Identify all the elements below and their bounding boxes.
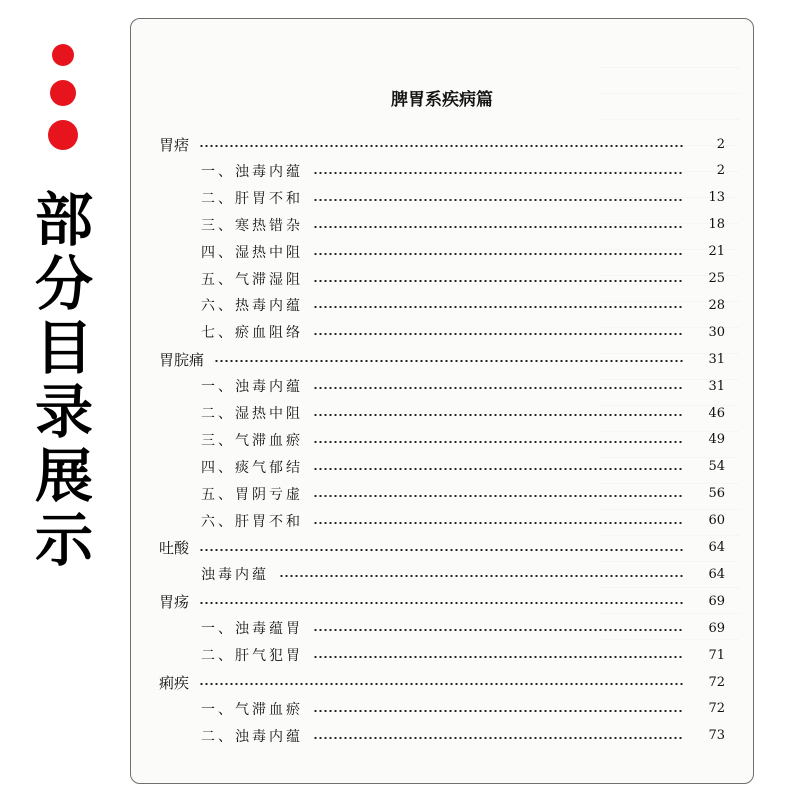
toc-chapter-row — [131, 669, 753, 695]
toc-chapter-row — [131, 535, 753, 561]
toc-entry-label: 四、痰气郁结 — [201, 459, 303, 476]
toc-entry-label: 六、肝胃不和 — [201, 513, 303, 530]
toc-entry-row — [131, 239, 753, 265]
dot-leader — [313, 414, 683, 416]
dot-leader — [214, 360, 683, 362]
toc-page-number: 28 — [708, 297, 725, 313]
toc-entry-label: 胃脘痛 — [159, 350, 205, 369]
vertical-banner-title — [22, 188, 106, 572]
toc-entry-row — [131, 319, 753, 345]
banner-char: 示 — [34, 506, 93, 574]
toc-page-number: 69 — [708, 620, 725, 636]
dot-leader — [313, 495, 683, 497]
dot-leader — [313, 199, 683, 201]
toc-page-number: 69 — [708, 593, 725, 609]
red-dot-icon — [48, 120, 78, 150]
banner-char: 部 — [34, 186, 93, 254]
toc-page-number: 31 — [708, 351, 725, 367]
toc-entry-label: 胃疡 — [159, 592, 190, 611]
toc-page-number: 2 — [716, 163, 725, 179]
toc-chapter-row — [131, 346, 753, 372]
toc-entry-row — [131, 723, 753, 749]
toc-heading: 脾胃系疾病篇 — [391, 90, 493, 110]
toc-page-number: 60 — [708, 513, 725, 529]
toc-page-number: 72 — [708, 674, 725, 690]
toc-entry-row — [131, 158, 753, 184]
dot-leader — [313, 441, 683, 443]
toc-entry-label: 四、湿热中阻 — [201, 244, 303, 261]
toc-page-number: 54 — [708, 459, 725, 475]
dot-leader — [279, 575, 683, 577]
dot-leader — [313, 172, 683, 174]
toc-entry-row — [131, 185, 753, 211]
toc-entry-label: 二、浊毒内蕴 — [201, 728, 303, 745]
toc-page-number: 64 — [708, 540, 725, 555]
toc-chapter-row — [131, 131, 753, 157]
toc-entry-label: 胃痞 — [159, 135, 190, 154]
banner-char: 展 — [34, 442, 93, 510]
red-dot-icon — [52, 44, 74, 66]
toc-entry-row — [131, 642, 753, 668]
toc-entry-label: 吐酸 — [159, 539, 190, 557]
dot-leader — [313, 710, 683, 712]
toc-entry-row — [131, 481, 753, 507]
dot-leader — [313, 629, 683, 631]
toc-page-number: 73 — [708, 728, 725, 744]
toc-entry-label: 二、湿热中阻 — [201, 406, 303, 422]
toc-page-number: 49 — [708, 432, 725, 448]
toc-entry-label: 三、寒热错杂 — [201, 217, 303, 234]
toc-entry-row — [131, 400, 753, 426]
dot-leader — [313, 522, 683, 524]
dot-leader — [313, 656, 683, 658]
toc-page-number: 56 — [708, 486, 725, 502]
toc-entry-label: 三、气滞血瘀 — [201, 432, 303, 449]
toc-entry-row — [131, 212, 753, 238]
toc-entry-label: 浊毒内蕴 — [201, 567, 269, 584]
red-dot-icon — [50, 80, 76, 106]
toc-page-number: 64 — [708, 566, 725, 582]
toc-page-number: 21 — [708, 244, 725, 260]
toc-page-number: 31 — [708, 378, 725, 394]
toc-entry-row — [131, 427, 753, 453]
dot-leader — [199, 145, 683, 147]
toc-entry-row — [131, 696, 753, 722]
toc-page-number: 71 — [708, 647, 725, 663]
toc-page-number: 72 — [708, 701, 725, 717]
dot-leader — [313, 226, 683, 228]
toc-entry-row — [131, 266, 753, 292]
toc-entry-row — [131, 292, 753, 318]
toc-entry-row — [131, 373, 753, 399]
dot-leader — [313, 306, 683, 308]
dot-leader — [313, 333, 683, 335]
toc-page-number: 30 — [708, 324, 725, 340]
toc-entry-label: 五、气滞湿阻 — [201, 271, 303, 288]
toc-entry-row — [131, 454, 753, 480]
toc-entry-label: 一、浊毒蕴胃 — [201, 621, 303, 638]
toc-page-number: 18 — [708, 217, 725, 233]
dot-leader — [199, 549, 683, 551]
toc-entry-label: 二、肝胃不和 — [201, 190, 303, 207]
dot-leader — [199, 602, 683, 604]
banner-char: 目 — [34, 314, 93, 382]
toc-page-number: 25 — [708, 271, 725, 286]
toc-entry-label: 一、浊毒内蕴 — [201, 379, 303, 396]
toc-entry-row — [131, 615, 753, 641]
toc-entry-label: 二、肝气犯胃 — [201, 648, 303, 665]
toc-entry-row — [131, 561, 753, 587]
toc-entry-label: 痢疾 — [159, 673, 190, 692]
banner-char: 录 — [34, 378, 93, 446]
dot-leader — [199, 683, 683, 685]
toc-page-number: 2 — [716, 136, 725, 152]
toc-page — [130, 18, 754, 784]
dot-leader — [313, 280, 683, 282]
toc-entry-label: 五、胃阴亏虚 — [201, 486, 303, 503]
toc-entry-row — [131, 508, 753, 534]
toc-entry-label: 六、热毒内蕴 — [201, 298, 303, 315]
toc-entry-label: 七、瘀血阻络 — [201, 325, 303, 342]
toc-entry-label: 一、气滞血瘀 — [201, 701, 303, 718]
toc-entry-label: 一、浊毒内蕴 — [201, 163, 303, 180]
dot-leader — [313, 253, 683, 255]
toc-page-number: 13 — [708, 190, 725, 206]
dot-leader — [313, 468, 683, 470]
toc-page-number: 46 — [708, 405, 725, 421]
toc-chapter-row — [131, 588, 753, 614]
banner-char: 分 — [34, 250, 93, 318]
dot-leader — [313, 387, 683, 389]
dot-leader — [313, 737, 683, 739]
